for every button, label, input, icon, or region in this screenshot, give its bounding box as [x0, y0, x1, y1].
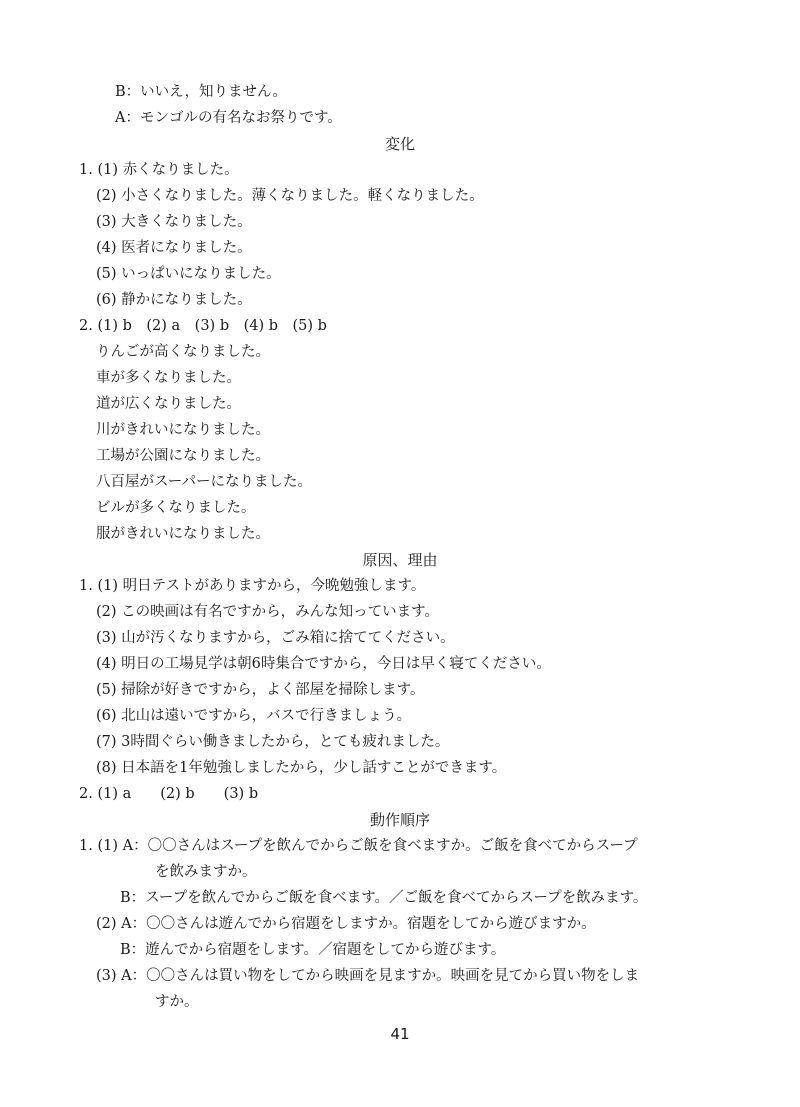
sequence-q3-a-cont: すか。 [155, 994, 199, 1010]
reason-q1-8: (8) 日本語を1年勉強しましたから，少し話すことができます。 [96, 760, 507, 776]
intro-line-a: A：モンゴルの有名なお祭りです。 [115, 110, 342, 126]
change-q1-5: (5) いっぱいになりました。 [96, 266, 281, 282]
change-q1-6: (6) 静かになりました。 [96, 292, 252, 308]
section-heading-change: 変化 [384, 135, 415, 153]
reason-q1-4: (4) 明日の工場見学は朝6時集合ですから，今日は早く寝てください。 [96, 656, 551, 672]
change-sentence-7: ビルが多くなりました。 [96, 500, 256, 516]
intro-line-b: B：いいえ，知りません。 [115, 84, 287, 100]
reason-q2-answers: 2. (1) a (2) b (3) b [79, 786, 259, 802]
sequence-q1-a: 1. (1) A：〇〇さんはスープを飲んでからご飯を食べますか。ご飯を食べてからスープ [79, 838, 638, 854]
section-heading-sequence: 動作順序 [369, 811, 430, 829]
change-q1-3: (3) 大きくなりました。 [96, 214, 252, 230]
change-sentence-8: 服がきれいになりました。 [96, 526, 270, 542]
change-q1-4: (4) 医者になりました。 [96, 240, 252, 256]
change-sentence-4: 川がきれいになりました。 [96, 422, 270, 438]
reason-q1-7: (7) 3時間ぐらい働きましたから，とても疲れました。 [96, 734, 450, 750]
change-sentence-6: 八百屋がスーパーになりました。 [96, 474, 313, 490]
sequence-q2-a: (2) A：〇〇さんは遊んでから宿題をしますか。宿題をしてから遊びますか。 [96, 916, 596, 932]
sequence-q1-a-cont: を飲みますか。 [155, 864, 257, 880]
change-sentence-3: 道が広くなりました。 [96, 396, 241, 412]
reason-q1-5: (5) 掃除が好きですから，よく部屋を掃除します。 [96, 682, 425, 698]
change-sentence-2: 車が多くなりました。 [96, 370, 241, 386]
change-sentence-1: りんごが高くなりました。 [96, 344, 270, 360]
change-q1-2: (2) 小さくなりました。薄くなりました。軽くなりました。 [96, 188, 484, 204]
change-sentence-5: 工場が公園になりました。 [96, 448, 270, 464]
sequence-q2-b: B：遊んでから宿題をします。／宿題をしてから遊びます。 [120, 942, 506, 958]
reason-q1-1: 1. (1) 明日テストがありますから，今晩勉強します。 [79, 578, 426, 594]
change-q1-1: 1. (1) 赤くなりました。 [79, 162, 239, 178]
page-number: 41 [390, 1025, 410, 1043]
reason-q1-3: (3) 山が汚くなりますから，ごみ箱に捨ててください。 [96, 630, 455, 646]
sequence-q1-b: B：スープを飲んでからご飯を食べます。／ご飯を食べてからスープを飲みます。 [120, 890, 648, 906]
reason-q1-2: (2) この映画は有名ですから，みんな知っています。 [96, 604, 439, 620]
reason-q1-6: (6) 北山は遠いですから，バスで行きましょう。 [96, 708, 412, 724]
change-q2-answers: 2. (1) b (2) a (3) b (4) b (5) b [79, 318, 327, 334]
sequence-q3-a: (3) A：〇〇さんは買い物をしてから映画を見ますか。映画を見てから買い物をしま [96, 968, 640, 984]
section-heading-reason: 原因、理由 [362, 551, 438, 569]
